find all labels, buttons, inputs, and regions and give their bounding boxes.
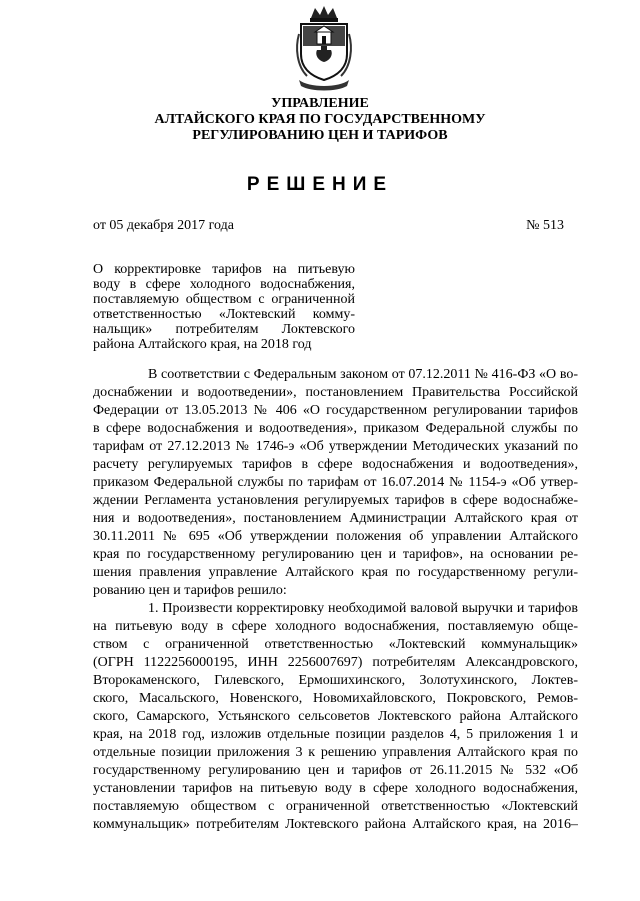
- document-subject: [93, 262, 355, 352]
- subject-line: района Алтайского края, на 2018 год: [93, 337, 312, 352]
- emblem-icon: [293, 4, 355, 92]
- body-line: коммунальщик» потребителям Локтевского района Алтайского края, на 2016–: [93, 817, 578, 832]
- body-line: установлении тарифов на питьевую воду в сфере холодного водоснабжения,: [93, 781, 578, 796]
- body-line: Второкаменского, Гилевского, Ермошихинского, Золотухинского, Локтев-: [93, 673, 578, 688]
- document-date: от 05 декабря 2017 года: [93, 218, 234, 233]
- header-line-3: РЕГУЛИРОВАНИЮ ЦЕН И ТАРИФОВ: [192, 128, 448, 143]
- body-line: в сфере водоснабжения и водоотведения», приказом Федеральной службы по: [93, 421, 578, 436]
- body-line: поставляемую обществом с ограниченной ответственностью «Локтевский: [93, 799, 578, 814]
- body-line: государственному регулированию цен и тарифов от 26.11.2015 № 532 «Об: [93, 763, 578, 778]
- body-line: (ОГРН 1122256000195, ИНН 2256007697) потребителям Александровского,: [93, 655, 578, 670]
- subject-line: поставляемую обществом с ограниченной: [93, 292, 355, 307]
- body-line: тарифам от 27.12.2013 № 1746-э «Об утверждении Методических указаний по: [93, 439, 578, 454]
- body-line: ждении Регламента установления регулируемых тарифов в сфере водоснабже-: [93, 493, 578, 508]
- body-line: приказом Федеральной службы по тарифам от 16.07.2014 № 1154-э «Об утвер-: [93, 475, 578, 490]
- body-line: Федерации от 13.05.2013 № 406 «О государственном регулировании тарифов: [93, 403, 578, 418]
- body-line: края по государственному регулированию цен и тарифов», на основании ре-: [93, 547, 578, 562]
- header-line-2: АЛТАЙСКОГО КРАЯ ПО ГОСУДАРСТВЕННОМУ: [154, 112, 486, 127]
- body-line: 1. Произвести корректировку необходимой валовой выручки и тарифов: [148, 601, 578, 616]
- body-line: доснабжении и водоотведении», постановлением Правительства Российской: [93, 385, 578, 400]
- body-line: на питьевую воду в сфере холодного водоснабжения, поставляемую обще-: [93, 619, 578, 634]
- body-line: расчету регулируемых тарифов в сфере водоснабжения и водоотведения»,: [93, 457, 578, 472]
- subject-line: О корректировке тарифов на питьевую: [93, 262, 355, 277]
- body-line: В соответствии с Федеральным законом от 07.12.2011 № 416-ФЗ «О во-: [148, 367, 578, 382]
- subject-line: нальщик» потребителям Локтевского: [93, 322, 355, 337]
- document-title: РЕШЕНИЕ: [246, 174, 394, 195]
- document-body: [93, 366, 578, 834]
- coat-of-arms-emblem: [293, 4, 355, 92]
- subject-line: ответственностью «Локтевский комму-: [93, 307, 355, 322]
- body-line: отдельные позиции приложения 3 к решению управления Алтайского края по: [93, 745, 578, 760]
- document-number: № 513: [526, 218, 564, 233]
- body-line: 30.11.2011 № 695 «Об утверждении положения об управлении Алтайского: [93, 529, 578, 544]
- body-line: ством с ограниченной ответственностью «Локтевский коммунальщик»: [93, 637, 578, 652]
- body-line: ского, Масальского, Новенского, Новомихайловского, Покровского, Ремов-: [93, 691, 578, 706]
- body-line: ния и водоотведения», постановлением Администрации Алтайского края от: [93, 511, 578, 526]
- body-line: рованию цен и тарифов решило:: [93, 583, 287, 598]
- body-line: ского, Самарского, Устьянского сельсоветов Локтевского района Алтайского: [93, 709, 578, 724]
- subject-line: воду в сфере холодного водоснабжения,: [93, 277, 355, 292]
- body-line: шения правления управление Алтайского края по государственному регули-: [93, 565, 578, 580]
- body-line: края, на 2018 год, изложив отдельные позиции разделов 4, 5 приложения 1 и: [93, 727, 578, 742]
- header-line-1: УПРАВЛЕНИЕ: [271, 96, 369, 111]
